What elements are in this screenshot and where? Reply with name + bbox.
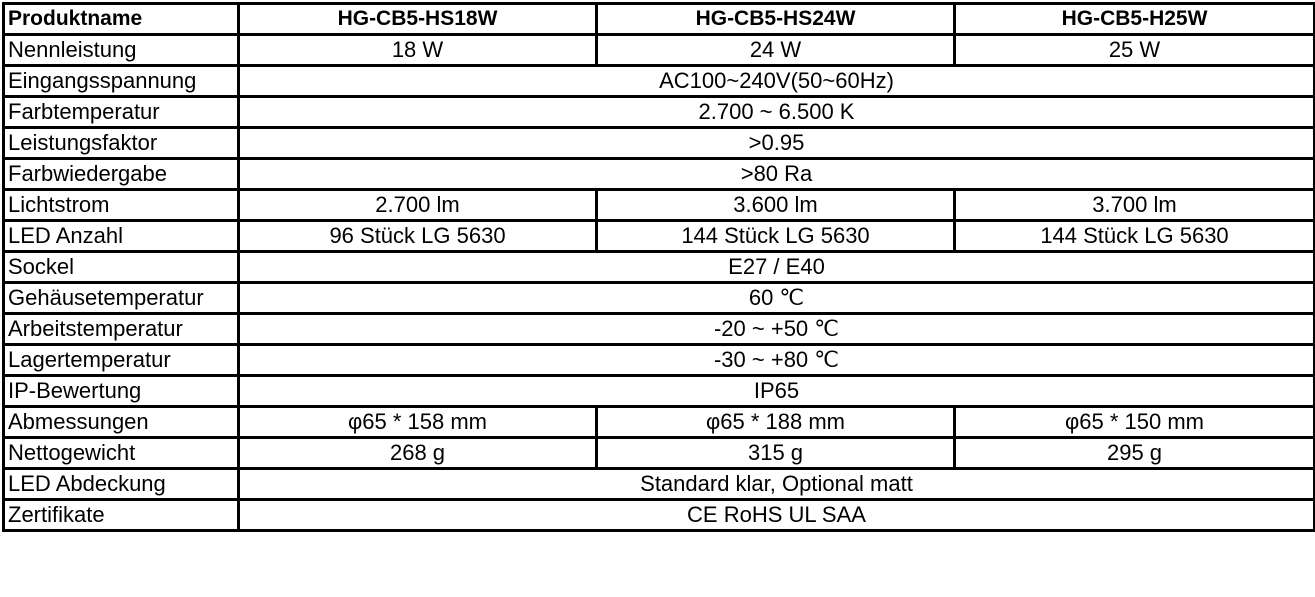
row-label: Nennleistung [4, 35, 239, 66]
table-row [4, 128, 1315, 159]
table-row [4, 35, 1315, 66]
table-row [4, 314, 1315, 345]
spec-table [2, 2, 1315, 532]
row-label: LED Abdeckung [4, 469, 239, 500]
row-label: Gehäusetemperatur [4, 283, 239, 314]
row-label: Abmessungen [4, 407, 239, 438]
row-value: 144 Stück LG 5630 [955, 221, 1315, 252]
table-row [4, 345, 1315, 376]
row-value: 3.600 lm [597, 190, 955, 221]
row-label: Zertifikate [4, 500, 239, 531]
row-value-shared: >80 Ra [239, 159, 1315, 190]
row-value-shared: Standard klar, Optional matt [239, 469, 1315, 500]
row-value-shared: CE RoHS UL SAA [239, 500, 1315, 531]
row-value: 295 g [955, 438, 1315, 469]
table-row [4, 190, 1315, 221]
table-row [4, 97, 1315, 128]
table-header-row [4, 4, 1315, 35]
header-model: HG-CB5-HS18W [239, 4, 597, 35]
table-row [4, 500, 1315, 531]
table-row [4, 221, 1315, 252]
row-value: 315 g [597, 438, 955, 469]
table-row [4, 407, 1315, 438]
header-label: Produktname [4, 4, 239, 35]
row-label: Lichtstrom [4, 190, 239, 221]
row-value-shared: 2.700 ~ 6.500 K [239, 97, 1315, 128]
header-model: HG-CB5-H25W [955, 4, 1315, 35]
row-value: 3.700 lm [955, 190, 1315, 221]
row-value: φ65 * 158 mm [239, 407, 597, 438]
row-value-shared: -30 ~ +80 ℃ [239, 345, 1315, 376]
table-row [4, 376, 1315, 407]
row-value: 25 W [955, 35, 1315, 66]
row-label: Sockel [4, 252, 239, 283]
table-row [4, 283, 1315, 314]
row-value-shared: E27 / E40 [239, 252, 1315, 283]
row-label: Farbtemperatur [4, 97, 239, 128]
table-row [4, 159, 1315, 190]
row-value-shared: 60 ℃ [239, 283, 1315, 314]
row-label: Leistungsfaktor [4, 128, 239, 159]
row-label: LED Anzahl [4, 221, 239, 252]
row-value: 96 Stück LG 5630 [239, 221, 597, 252]
row-value: 2.700 lm [239, 190, 597, 221]
row-value-shared: IP65 [239, 376, 1315, 407]
table-row [4, 438, 1315, 469]
table-row [4, 469, 1315, 500]
row-value: 268 g [239, 438, 597, 469]
row-value: 24 W [597, 35, 955, 66]
row-value: 18 W [239, 35, 597, 66]
row-value-shared: -20 ~ +50 ℃ [239, 314, 1315, 345]
row-label: Farbwiedergabe [4, 159, 239, 190]
row-value-shared: >0.95 [239, 128, 1315, 159]
table-row [4, 252, 1315, 283]
row-label: IP-Bewertung [4, 376, 239, 407]
row-value: 144 Stück LG 5630 [597, 221, 955, 252]
row-label: Nettogewicht [4, 438, 239, 469]
header-model: HG-CB5-HS24W [597, 4, 955, 35]
row-value: φ65 * 150 mm [955, 407, 1315, 438]
row-value: φ65 * 188 mm [597, 407, 955, 438]
row-value-shared: AC100~240V(50~60Hz) [239, 66, 1315, 97]
row-label: Eingangsspannung [4, 66, 239, 97]
row-label: Lagertemperatur [4, 345, 239, 376]
row-label: Arbeitstemperatur [4, 314, 239, 345]
table-row [4, 66, 1315, 97]
